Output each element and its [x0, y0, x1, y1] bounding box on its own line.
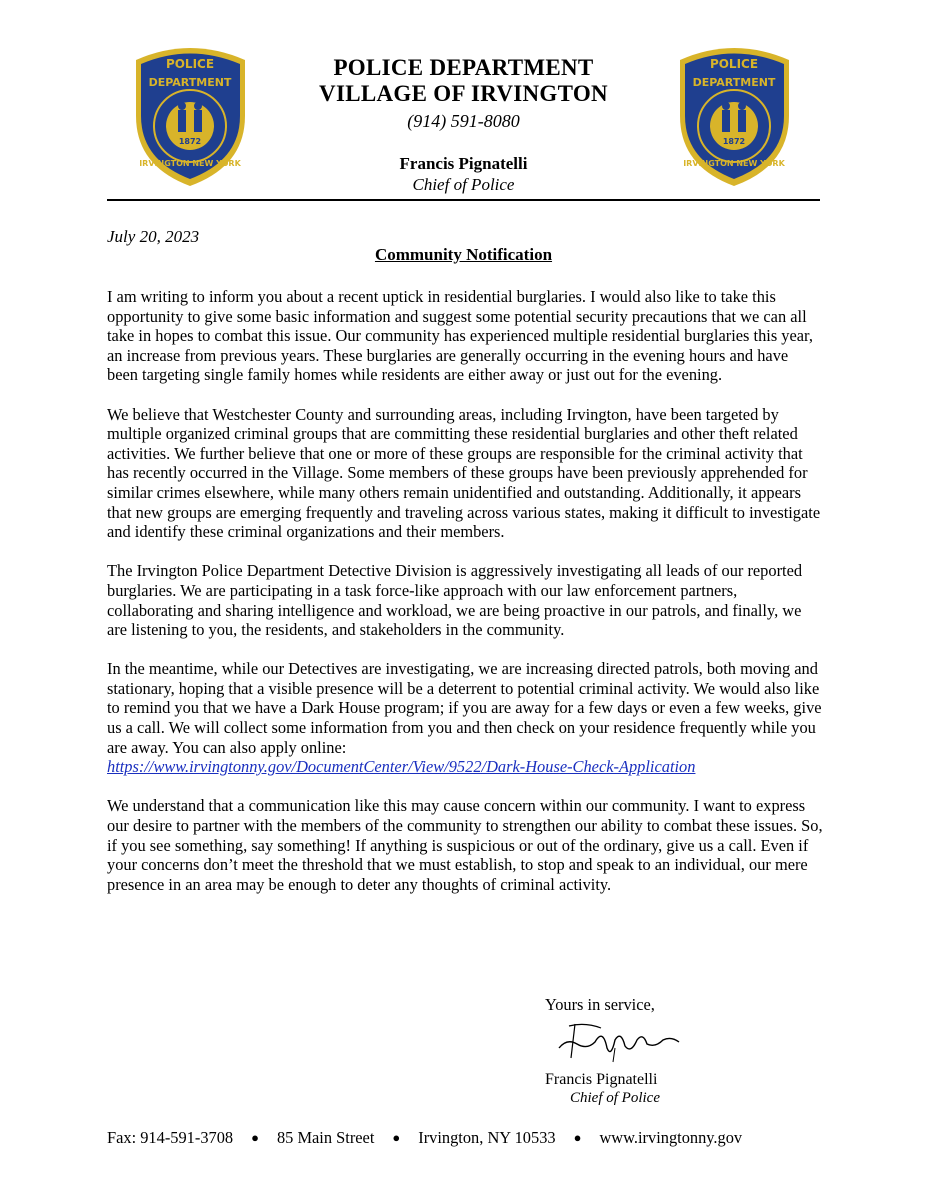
letter-body [107, 287, 823, 914]
paragraph-4-text: In the meantime, while our Detectives are investigating, we are increasing directed patrols, both moving and stationary, hoping that a visible presence will be a deterrent to potential criminal activity. We would also like to remind you that we have a Dark House program; if you are away for a few days or even a few weeks, give us a call. We will collect some information from you and then check on your residence frequently while you are away. You can also apply online: [107, 659, 822, 757]
badge-arc-text: IRVINGTON NEW YORK [139, 159, 241, 168]
footer-website[interactable]: www.irvingtonny.gov [599, 1128, 743, 1147]
footer-bullet: ● [251, 1130, 259, 1145]
dark-house-application-link[interactable]: https://www.irvingtonny.gov/DocumentCenter/View/9522/Dark-House-Check-Application [107, 757, 696, 777]
badge-top-text: POLICE [165, 57, 215, 71]
badge-middle-text: DEPARTMENT [692, 76, 776, 89]
badge-arc-text: IRVINGTON NEW YORK [683, 159, 785, 168]
letter-date: July 20, 2023 [107, 227, 200, 246]
police-badge-left [128, 38, 253, 188]
paragraph-3: The Irvington Police Department Detective Division is aggressively investigating all leads of our reported burglaries. We are participating in a task force-like approach with our law enforcement partners, collaborating and sharing intelligence and workload, we are being proactive in our patrols, and finally, we are listening to you, the residents, and stakeholders in the community. [107, 561, 803, 640]
footer-fax: Fax: 914-591-3708 [107, 1128, 234, 1147]
paragraph-2: We believe that Westchester County and surrounding areas, including Irvington, have been targeted by multiple organized criminal groups that are committing these residential burglaries and other theft related activities. We further believe that one or more of these groups are responsible for the criminal activity that has recently occurred in the Village. Some members of these groups have been previously apprehended for similar crimes elsewhere, while many others remain unidentified and outstanding. Additionally, it appears that new groups are emerging frequently and traveling across various states, making it difficult to investigate and identify these criminal organizations and their members. [107, 404, 821, 542]
phone-number: (914) 591-8080 [407, 111, 520, 131]
footer-bullet: ● [573, 1130, 582, 1145]
chief-name: Francis Pignatelli [399, 154, 528, 173]
paragraph-4 [107, 659, 823, 777]
signatory-name: Francis Pignatelli [545, 1071, 658, 1088]
chief-title: Chief of Police [412, 175, 515, 194]
footer-city: Irvington, NY 10533 [418, 1128, 556, 1147]
letterhead [250, 55, 677, 195]
badge-middle-text: DEPARTMENT [148, 76, 232, 89]
letter-subject: Community Notification [374, 245, 553, 264]
badge-year: 1872 [722, 137, 746, 146]
badge-year: 1872 [178, 137, 202, 146]
footer-address: 85 Main Street [276, 1128, 375, 1147]
footer [107, 1128, 827, 1148]
signatory-title: Chief of Police [570, 1090, 660, 1106]
footer-bullet: ● [392, 1130, 401, 1145]
valediction: Yours in service, [545, 995, 655, 1014]
paragraph-1: I am writing to inform you about a recent uptick in residential burglaries. I would also like to take this opportunity to give some basic information and suggest some potential security precautions that we can all take in hopes to combat this issue. Our community has experienced multiple residential burglaries this year, an increase from previous years. These burglaries are generally occurring in the evening hours and have been targeting single family homes while residents are either away or just out for the evening. [107, 287, 813, 385]
department-title: POLICE DEPARTMENT [333, 55, 594, 80]
handwritten-signature [555, 1018, 685, 1064]
header-divider [107, 199, 820, 201]
paragraph-5: We understand that a communication like this may cause concern within our community. I want to express our desire to partner with the members of the community to strengthen our ability to combat these issues. So, if you see something, say something! If anything is suspicious or out of the ordinary, give us a call. Even if your concerns don’t meet the threshold that we must establish, to stop and speak to an individual, our mere presence in an area may be enough to deter any thoughts of criminal activity. [107, 796, 823, 894]
police-badge-right [672, 38, 797, 188]
badge-top-text: POLICE [709, 57, 759, 71]
village-title: VILLAGE OF IRVINGTON [319, 81, 608, 106]
